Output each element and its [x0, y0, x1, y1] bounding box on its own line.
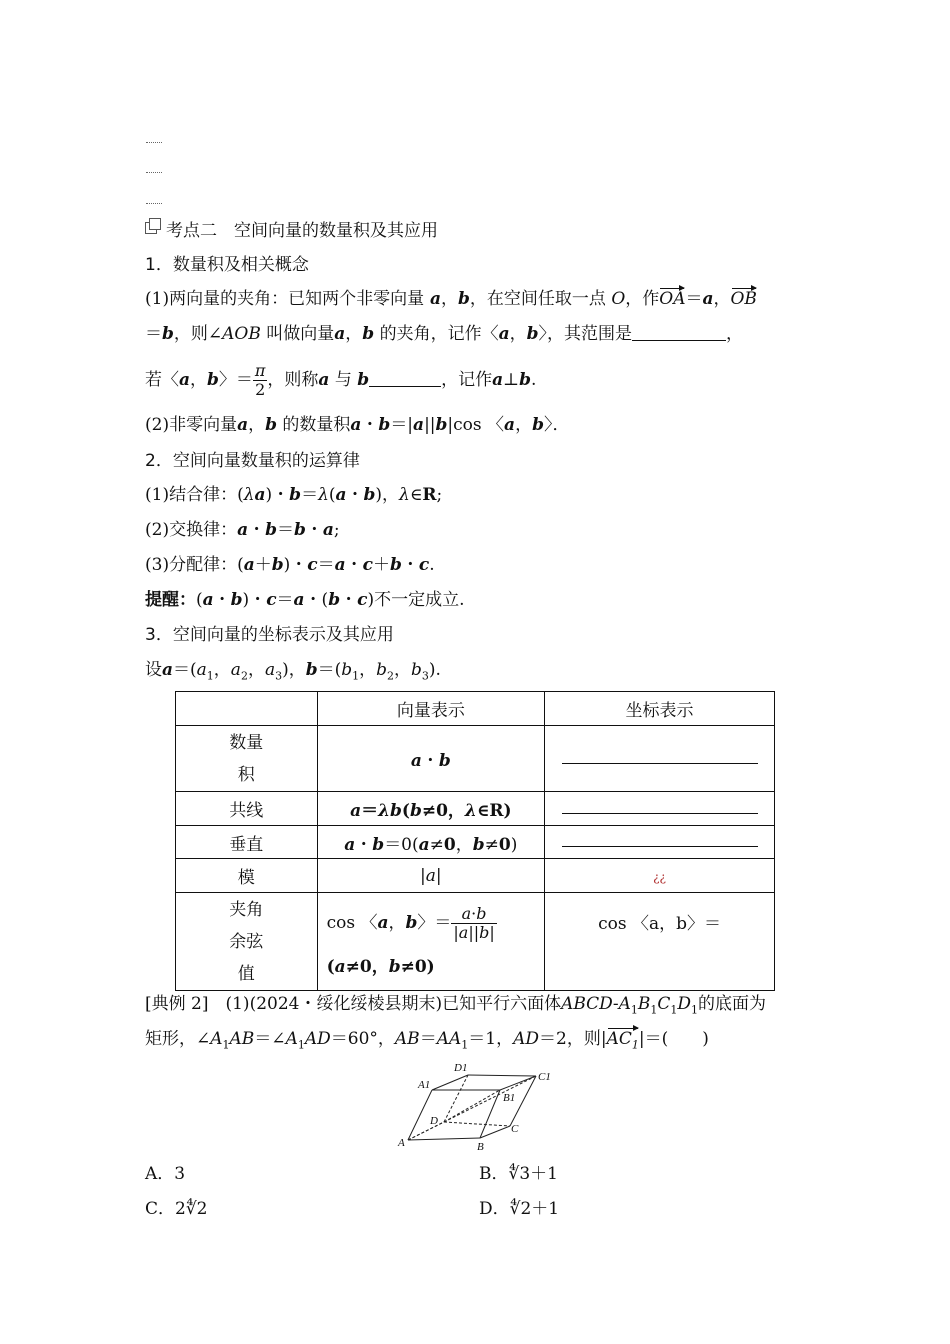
label-B1: B1: [503, 1092, 516, 1104]
table-row: [176, 893, 775, 991]
row-label-dot: 数量 积: [176, 726, 318, 792]
cosine-vector-cell: cos 〈a，b〉＝ $\frac{a\cdot b}{|a||b|}$ (a≠0，b≠0): [317, 893, 545, 991]
collinear-vector-cell: a＝λb(b≠0，λ∈R): [317, 792, 545, 826]
perpendicular-vector-cell: a・b＝0(a≠0，b≠0): [317, 826, 545, 859]
label-C: C: [511, 1123, 519, 1135]
heading-3: 3．空间向量的坐标表示及其应用: [145, 625, 394, 645]
perpendicular-line: 若〈a，b〉＝ $\frac{\pi}{2}$ ，则称a 与 b ，记作a⊥b.: [145, 361, 537, 399]
distributive-law: (3)分配律：(a＋b)・c＝a・c＋b・c.: [145, 555, 435, 575]
collinear-coordinate-blank[interactable]: [545, 792, 775, 826]
label-B: B: [477, 1141, 484, 1152]
row-label-collinear: 共线: [176, 792, 318, 826]
associative-law: (1)结合律：(λa)・b＝λ(a・b)，λ∈R;: [145, 485, 443, 505]
section-title: 考点二 空间向量的数量积及其应用: [166, 221, 438, 241]
coordinate-table: [175, 691, 775, 991]
row-label-modulus: 模: [176, 859, 318, 893]
label-D: D: [430, 1115, 438, 1127]
reminder-line: 提醒：(a・b)・c＝a・(b・c)不一定成立.: [145, 590, 465, 610]
label-A1: A1: [418, 1079, 431, 1091]
section-marker-icon: [145, 218, 162, 235]
range-blank[interactable]: [632, 322, 726, 341]
table-row: [176, 726, 775, 792]
option-b[interactable]: B．∜3＋1: [479, 1164, 558, 1184]
row-label-perpendicular: 垂直: [176, 826, 318, 859]
table-row: [176, 859, 775, 893]
dot-leader-1: [146, 140, 162, 143]
dot-vector-cell: a・b: [317, 726, 545, 792]
option-c[interactable]: C．2∜2: [145, 1199, 208, 1219]
row-label-cosine: 夹角 余弦 值: [176, 893, 318, 991]
table-row: [176, 826, 775, 859]
label-A: A: [398, 1137, 405, 1149]
heading-1: 1．数量积及相关概念: [145, 255, 309, 275]
perpendicular-blank[interactable]: [369, 368, 441, 387]
option-a[interactable]: A．3: [145, 1164, 186, 1184]
table-row: [176, 792, 775, 826]
col-header-vector: 向量表示: [317, 692, 545, 726]
dot-product-definition: (2)非零向量a，b 的数量积a・b＝|a||b|cos 〈a，b〉．: [145, 415, 570, 435]
example-intro: [典例 2] (1)(2024・绥化绥棱县期末)已知平行六面体ABCD-$A_1B_1C_1D_1$的底面为: [145, 994, 767, 1017]
example-conditions: 矩形，$\angle A_1AB=\angle A_1AD=60^\circ$，$AB=AA_1=1$，AD＝2，则$|AC_1|=$( ): [145, 1027, 709, 1057]
angle-definition-line-1: (1)两向量的夹角：已知两个非零向量 a，b，在空间任取一点 O，作OA＝a，OB: [145, 289, 757, 309]
modulus-vector-cell: |a|: [317, 859, 545, 893]
parallelepiped-figure: [396, 1060, 556, 1152]
option-d[interactable]: D．∜2＋1: [479, 1199, 560, 1219]
cosine-coordinate-cell: cos 〈a，b〉＝: [545, 893, 775, 991]
label-C1: C1: [538, 1071, 551, 1083]
example-tag: [典例 2]: [145, 994, 209, 1014]
coordinate-setup: 设$a=(a_1$，$a_2$，$a_3$)，$b=(b_1$，$b_2$，$b_3$).: [145, 660, 441, 683]
dot-coordinate-blank[interactable]: [545, 726, 775, 792]
label-D1: D1: [454, 1062, 468, 1074]
perpendicular-coordinate-blank[interactable]: [545, 826, 775, 859]
angle-definition-line-2: ＝b，则∠AOB 叫做向量a，b 的夹角，记作〈a，b〉，其范围是 ，: [145, 324, 743, 344]
heading-2: 2．空间向量数量积的运算律: [145, 451, 360, 471]
modulus-coordinate-cell: ¿¿: [545, 859, 775, 893]
dot-leader-3: [146, 201, 162, 204]
commutative-law: (2)交换律：a・b＝b・a;: [145, 520, 340, 540]
table-corner: [176, 692, 318, 726]
col-header-coordinate: 坐标表示: [545, 692, 775, 726]
edge-AB: [408, 1138, 480, 1140]
table-header-row: [176, 692, 775, 726]
dot-leader-2: [146, 170, 162, 173]
